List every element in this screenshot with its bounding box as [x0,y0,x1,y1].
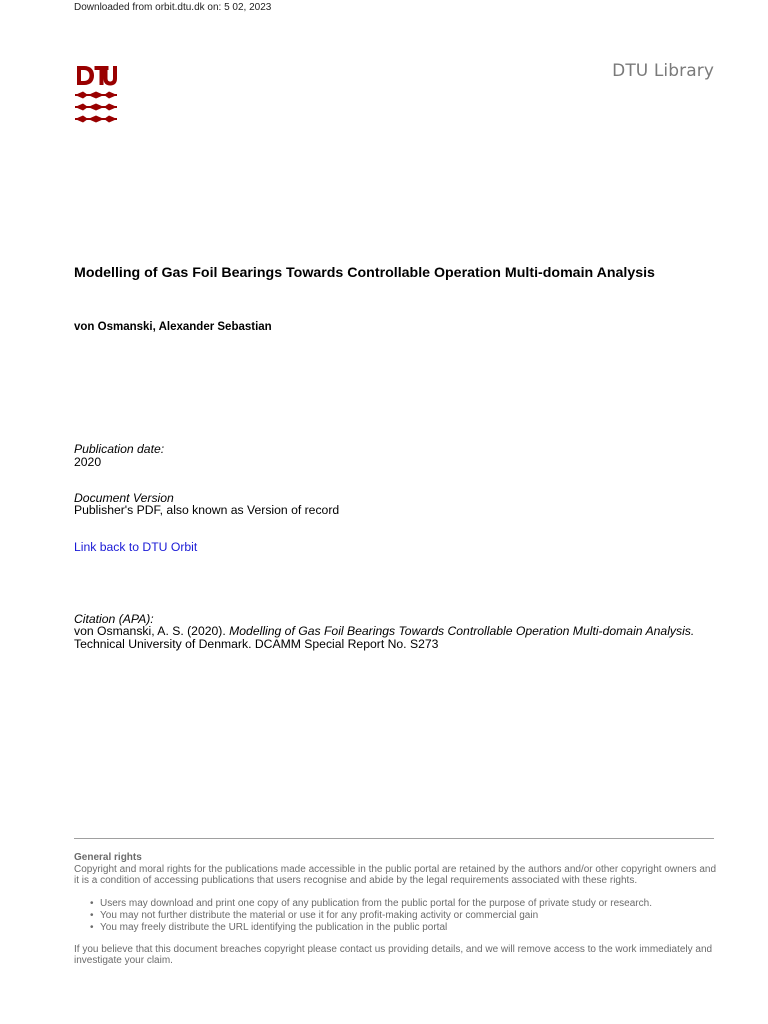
document-title: Modelling of Gas Foil Bearings Towards Controllable Operation Multi-domain Analysis [74,265,655,281]
citation-title: Modelling of Gas Foil Bearings Towards Controllable Operation Multi-domain Analysis. [229,624,695,638]
rights-list-item: • Users may download and print one copy of any publication from the public portal for the purpose of private study or research. [90,898,652,910]
divider [74,838,714,839]
citation-label: Citation (APA): [74,612,154,626]
rights-list-item: • You may freely distribute the URL identifying the publication in the public portal [90,922,652,934]
document-version-label: Document Version [74,491,174,505]
publication-date-value: 2020 [74,455,102,469]
rights-list-item: • You may not further distribute the material or use it for any profit-making activity or commercial gain [90,910,652,922]
citation-suffix: Technical University of Denmark. DCAMM Special Report No. S273 [74,637,439,651]
orbit-link[interactable]: Link back to DTU Orbit [74,540,198,554]
general-rights-title: General rights [74,852,142,863]
document-version-value: Publisher's PDF, also known as Version of record [74,503,340,517]
download-note: Downloaded from orbit.dtu.dk on: 5 02, 2023 [74,2,272,13]
citation-prefix: von Osmanski, A. S. (2020). [74,624,230,638]
publication-date-label: Publication date: [74,442,165,456]
general-rights-text: Copyright and moral rights for the publications made accessible in the public portal are retained by the authors and/or other copyright owners and it is a condition of accessing publications that users recognise and abide by the legal requirements associated with these rights. [74,864,717,886]
breach-notice: If you believe that this document breaches copyright please contact us providing details, and we will remove access to the work immediately and investigate your claim. [74,944,713,966]
dtu-logo [74,62,118,126]
dtu-logo-mark [75,66,117,123]
library-label: DTU Library [612,61,714,81]
author-name: von Osmanski, Alexander Sebastian [74,321,272,333]
rights-list [90,898,652,934]
citation-text [74,625,714,651]
